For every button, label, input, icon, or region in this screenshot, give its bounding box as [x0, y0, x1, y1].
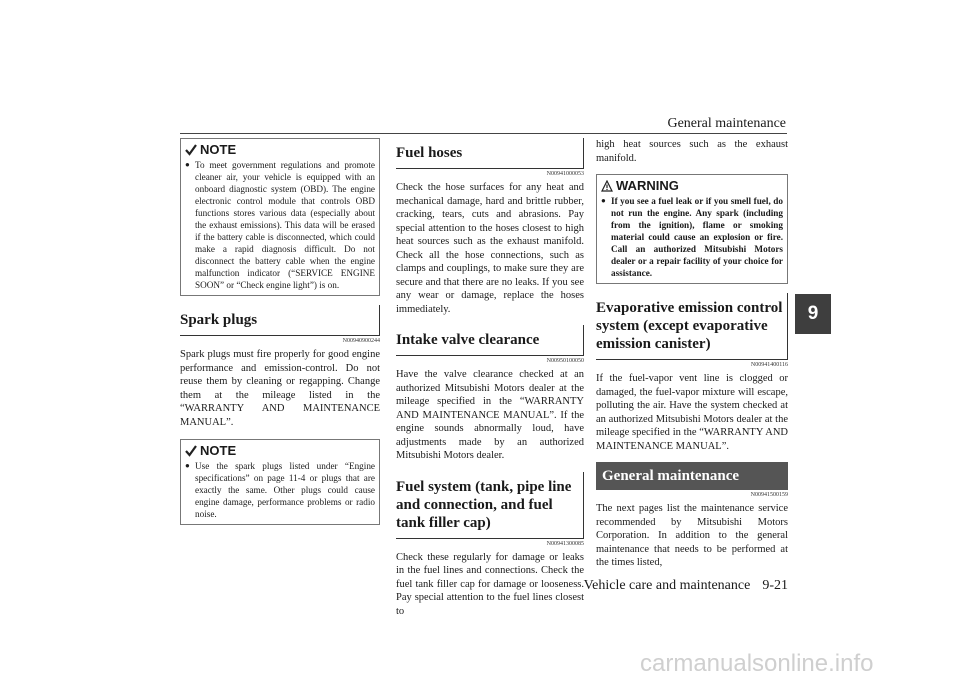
column-2 [396, 138, 584, 618]
page-number: 9-21 [762, 578, 788, 593]
general-maintenance-text: The next pages list the maintenance service recommended by Mitsubishi Motors Corporation. In addition to the general maintenance that needs to be performed at the times listed, [596, 503, 788, 568]
section-code: N00941300085 [546, 540, 584, 547]
running-header: General maintenance [667, 116, 786, 131]
note-label: NOTE [200, 443, 237, 458]
checkmark-icon [185, 144, 197, 156]
section-code: N00950100050 [546, 358, 584, 364]
note-box-obd [180, 138, 380, 296]
note-text: Use the spark plugs listed under “Engine specifications” on page 11-4 or plugs that are exactly the same. Other plugs could cause engine damage, performance problems or radio noise. [195, 461, 375, 519]
section-code: N00941000053 [546, 171, 584, 177]
header-rule [180, 133, 787, 134]
section-title-spark-plugs: Spark plugs [180, 305, 380, 336]
column-3 [596, 138, 788, 570]
fuel-hoses-text: Check the hose surfaces for any heat and mechanical damage, hard and brittle rubber, cracking, tears, cuts and abrasions. Pay special attention to the hoses closest to high heat sources such as the exhaust manifold. Check all the hose connections, such as clamps and couplings, to make sure they are secure and that there are no leaks. If you see any wear or damage, replace the hoses immediately. [396, 182, 584, 315]
note-label: NOTE [200, 142, 237, 157]
note-box-spark [180, 439, 380, 525]
footer-section: Vehicle care and maintenance [583, 578, 751, 593]
bullet-icon: ● [185, 461, 190, 470]
chapter-tab: 9 [795, 294, 831, 334]
section-title-fuel-system: Fuel system (tank, pipe line and connection, and fuel tank filler cap) [396, 472, 584, 539]
checkmark-icon [185, 445, 197, 457]
warning-box [596, 174, 788, 284]
section-title-fuel-hoses: Fuel hoses [396, 138, 584, 169]
warning-header [601, 178, 783, 193]
continued-text: high heat sources such as the exhaust manifold. [596, 139, 788, 164]
column-1 [180, 138, 380, 525]
evap-emission-text: If the fuel-vapor vent line is clogged or damaged, the fuel-vapor mixture will escape, polluting the air. Have the system checked at an authorized Mitsubishi Motors dealer at the mileage specified in the “WARRANTY AND MAINTENANCE MANUAL”. [596, 373, 788, 452]
section-code: N00941400116 [750, 362, 788, 368]
watermark: carmanualsonline.info [640, 650, 874, 677]
note-header [185, 142, 375, 157]
note-header [185, 443, 375, 458]
bullet-icon: ● [185, 160, 190, 169]
section-title-general-maintenance: General maintenance [596, 462, 788, 490]
warning-text: If you see a fuel leak or if you smell fuel, do not run the engine. Any spark (including from the ignition), flame or smoking material could cause an explosion or fire. Call an authorized Mitsubishi Motors dealer or a repair facility of your choice for assistance. [611, 196, 783, 278]
spark-plugs-text: Spark plugs must fire properly for good engine performance and emission-control. Do not reuse them by cleaning or regapping. Change them at the mileage listed in the “WARRANTY AND MAINTENANCE MANUAL”. [180, 349, 380, 428]
section-title-evap-emission: Evaporative emission control system (except evaporative emission canister) [596, 293, 788, 360]
note-text: To meet government regulations and promote cleaner air, your vehicle is equipped with an onboard diagnostic system (OBD). The engine electronic control module that controls OBD functions stores various data (especially about the exhaust emissions). This data will be erased if the battery cable is disconnected, which could make a rapid diagnosis difficult. Do not disconnect the battery cable when the engine malfunction indicator (“SERVICE ENGINE SOON” or “Check engine light”) is on. [195, 160, 375, 290]
section-title-intake-valve: Intake valve clearance [396, 325, 584, 356]
fuel-system-text: Check these regularly for damage or leaks in the fuel lines and connections. Check the fuel tank filler cap for damage or looseness. Pay special attention to the fuel lines closest to [396, 551, 584, 617]
intake-valve-text: Have the valve clearance checked at an authorized Mitsubishi Motors dealer at the mileage specified in the “WARRANTY AND MAINTENANCE MANUAL”. If the engine sounds abnormally loud, have adjustments made by an authorized Mitsubishi Motors dealer. [396, 369, 584, 461]
section-code: N00941500159 [750, 492, 788, 498]
section-code: N00940900244 [342, 338, 380, 344]
bullet-icon: ● [601, 196, 606, 205]
page-footer [584, 578, 788, 594]
warning-label: WARNING [616, 178, 679, 193]
warning-triangle-icon [601, 180, 613, 192]
